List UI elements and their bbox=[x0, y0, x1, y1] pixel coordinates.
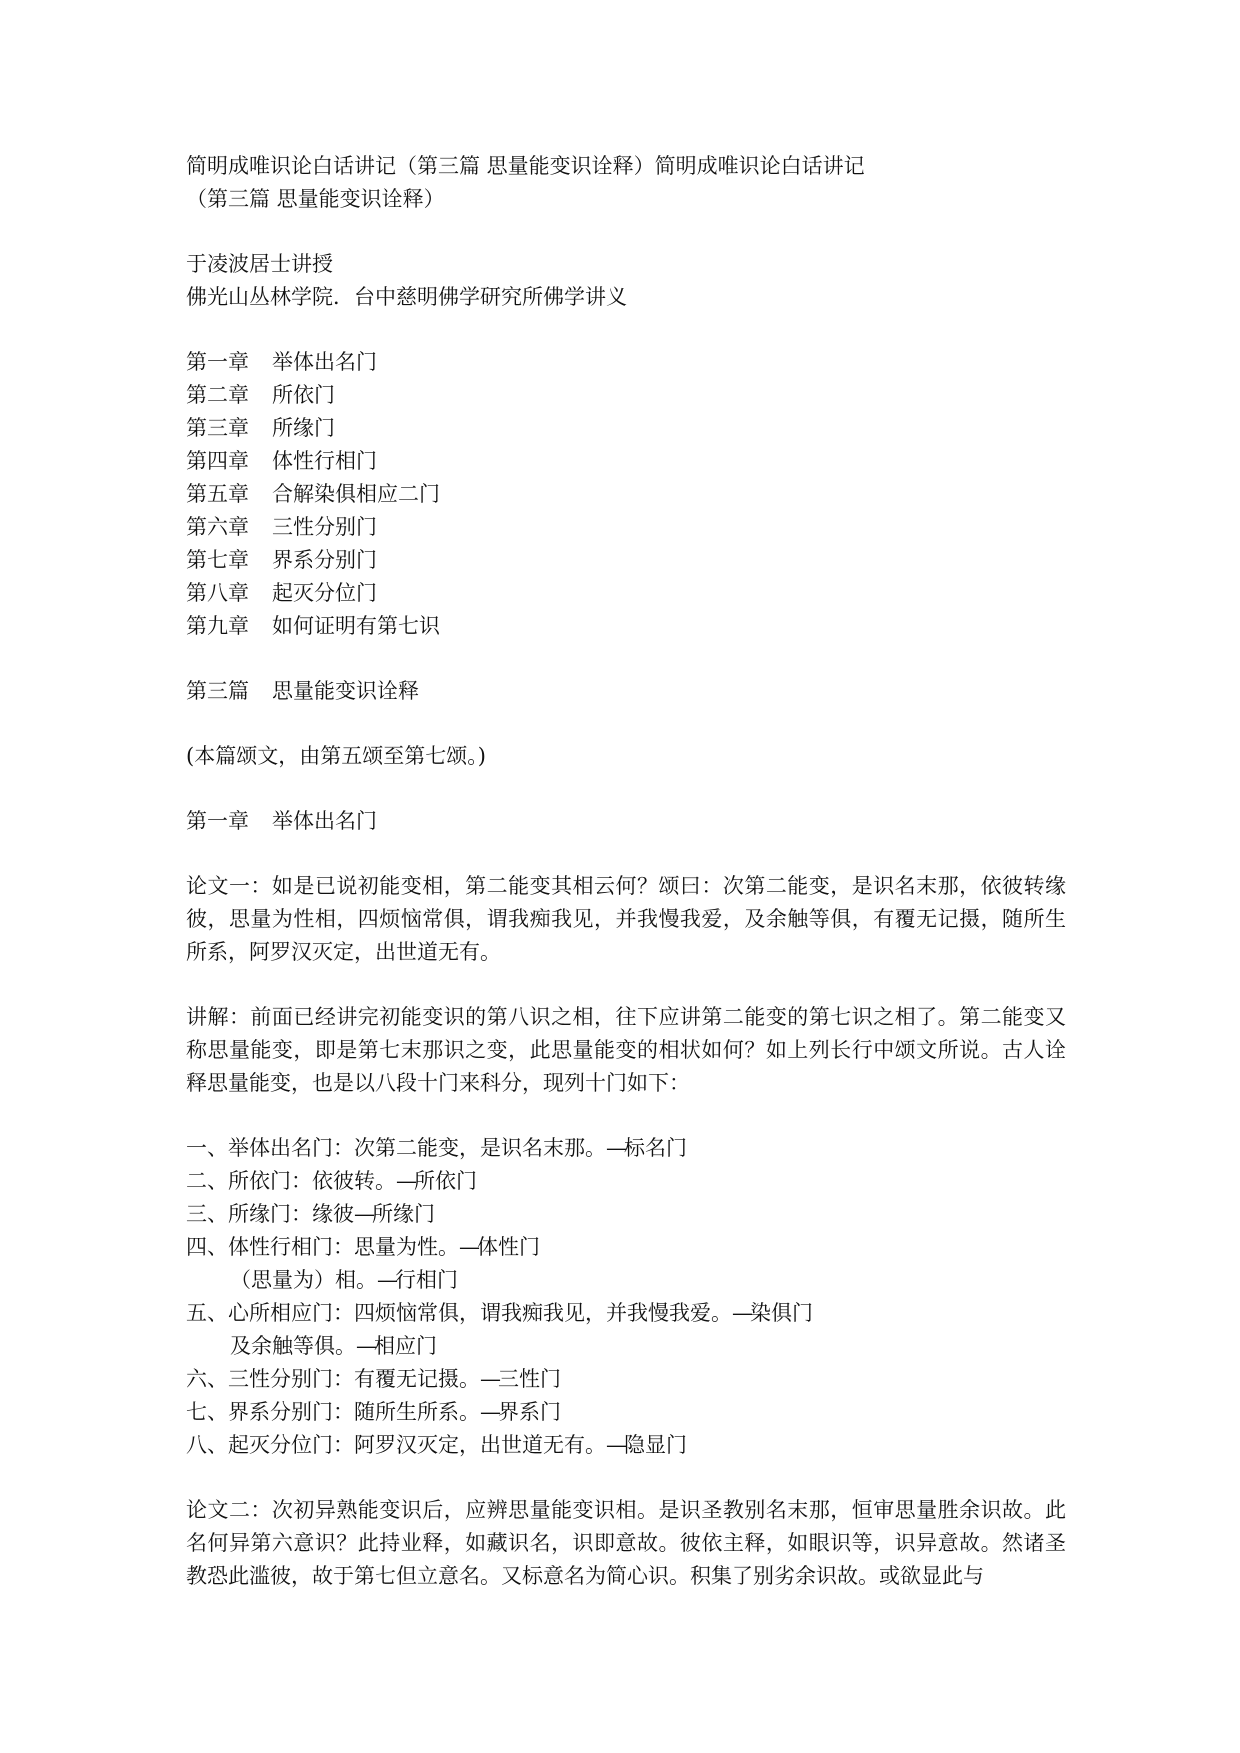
section-note: (本篇颂文，由第五颂至第七颂。) bbox=[186, 744, 486, 768]
gate-label: 所缘门 bbox=[372, 1202, 435, 1226]
gate-leader-dashes: — bbox=[606, 1433, 624, 1457]
chapter-title: 所依门 bbox=[272, 383, 335, 407]
chapter-number: 第四章 bbox=[186, 449, 249, 473]
chapter-number: 第三章 bbox=[186, 416, 249, 440]
gate-label: 隐显门 bbox=[624, 1433, 687, 1457]
gate-leader-dashes: — bbox=[480, 1367, 498, 1391]
chapter-number: 第五章 bbox=[186, 482, 249, 506]
chapter-title: 举体出名门 bbox=[272, 350, 377, 374]
gate-label: 染俱门 bbox=[750, 1301, 813, 1325]
ten-gates-list bbox=[186, 1132, 1066, 1462]
gate-row bbox=[186, 1264, 1066, 1297]
lunwen-paragraph-1: 论文一：如是已说初能变相，第二能变其相云何？颂曰：次第二能变，是识名末那，依彼转缘彼，思量为性相，四烦恼常俱，谓我痴我见，并我慢我爱，及余触等俱，有覆无记摄，随所生所系，阿罗汉灭定，出世道无有。 bbox=[186, 874, 1066, 964]
gate-leader-dashes: — bbox=[732, 1301, 750, 1325]
chapter-number: 第八章 bbox=[186, 581, 249, 605]
gate-text: 一、举体出名门：次第二能变，是识名末那。 bbox=[186, 1136, 606, 1160]
gate-leader-dashes: — bbox=[606, 1136, 624, 1160]
chapter-number: 第一章 bbox=[186, 350, 249, 374]
gate-text: 八、起灭分位门：阿罗汉灭定，出世道无有。 bbox=[186, 1433, 606, 1457]
chapter-heading-title: 举体出名门 bbox=[272, 809, 377, 833]
gate-text: （思量为）相。 bbox=[230, 1268, 377, 1292]
gate-leader-dashes: — bbox=[459, 1235, 477, 1259]
lunwen-paragraph-2: 论文二：次初异熟能变识后，应辨思量能变识相。是识圣教别名末那，恒审思量胜余识故。此名何异第六意识？此持业释，如藏识名，识即意故。彼依主释，如眼识等，识异意故。然诸圣教恐此滥彼，故于第七但立意名。又标意名为简心识。积集了别劣余识故。或欲显此与 bbox=[186, 1498, 1066, 1588]
chapter-heading-number: 第一章 bbox=[186, 809, 249, 833]
institution: 佛光山丛林学院．台中慈明佛学研究所佛学讲义 bbox=[186, 285, 627, 309]
chapter-heading bbox=[186, 805, 1066, 838]
chapter-title: 如何证明有第七识 bbox=[272, 614, 440, 638]
gate-row bbox=[186, 1231, 1066, 1264]
gate-leader-dashes: — bbox=[396, 1169, 414, 1193]
chapter-list bbox=[186, 346, 1066, 643]
chapter-list-item bbox=[186, 412, 1066, 445]
chapter-list-item bbox=[186, 346, 1066, 379]
chapter-title: 三性分别门 bbox=[272, 515, 377, 539]
gate-leader-dashes: — bbox=[377, 1268, 395, 1292]
gate-label: 相应门 bbox=[374, 1334, 437, 1358]
gate-label: 体性门 bbox=[477, 1235, 540, 1259]
gate-label: 三性门 bbox=[498, 1367, 561, 1391]
gate-row bbox=[186, 1297, 1066, 1330]
chapter-list-item bbox=[186, 610, 1066, 643]
chapter-title: 所缘门 bbox=[272, 416, 335, 440]
chapter-list-item bbox=[186, 577, 1066, 610]
gate-text: 四、体性行相门：思量为性。 bbox=[186, 1235, 459, 1259]
chapter-title: 体性行相门 bbox=[272, 449, 377, 473]
gate-row bbox=[186, 1429, 1066, 1462]
chapter-title: 界系分别门 bbox=[272, 548, 377, 572]
explanation-paragraph: 讲解：前面已经讲完初能变识的第八识之相，往下应讲第二能变的第七识之相了。第二能变又称思量能变，即是第七末那识之变，此思量能变的相状如何？如上列长行中颂文所说。古人诠释思量能变，也是以八段十门来科分，现列十门如下： bbox=[186, 1005, 1066, 1095]
gate-label: 所依门 bbox=[414, 1169, 477, 1193]
gate-label: 行相门 bbox=[395, 1268, 458, 1292]
gate-text: 二、所依门：依彼转。 bbox=[186, 1169, 396, 1193]
chapter-number: 第六章 bbox=[186, 515, 249, 539]
chapter-list-item bbox=[186, 544, 1066, 577]
gate-text: 七、界系分别门：随所生所系。 bbox=[186, 1400, 480, 1424]
document-page bbox=[186, 150, 1066, 1593]
gate-text: 五、心所相应门：四烦恼常俱，谓我痴我见，并我慢我爱。 bbox=[186, 1301, 732, 1325]
gate-leader-dashes: — bbox=[356, 1334, 374, 1358]
gate-text: 及余触等俱。 bbox=[230, 1334, 356, 1358]
gate-leader-dashes: — bbox=[354, 1202, 372, 1226]
gate-row bbox=[186, 1165, 1066, 1198]
chapter-number: 第九章 bbox=[186, 614, 249, 638]
gate-row bbox=[186, 1198, 1066, 1231]
gate-row bbox=[186, 1330, 1066, 1363]
chapter-list-item bbox=[186, 445, 1066, 478]
gate-row bbox=[186, 1132, 1066, 1165]
document-title-line1: 简明成唯识论白话讲记（第三篇 思量能变识诠释）简明成唯识论白话讲记 bbox=[186, 154, 865, 178]
gate-label: 界系门 bbox=[498, 1400, 561, 1424]
section-heading bbox=[186, 675, 1066, 708]
chapter-list-item bbox=[186, 511, 1066, 544]
chapter-list-item bbox=[186, 478, 1066, 511]
chapter-title: 起灭分位门 bbox=[272, 581, 377, 605]
gate-leader-dashes: — bbox=[480, 1400, 498, 1424]
chapter-number: 第二章 bbox=[186, 383, 249, 407]
chapter-list-item bbox=[186, 379, 1066, 412]
section-title: 思量能变识诠释 bbox=[272, 679, 419, 703]
chapter-number: 第七章 bbox=[186, 548, 249, 572]
gate-text: 三、所缘门：缘彼 bbox=[186, 1202, 354, 1226]
lecturer: 于凌波居士讲授 bbox=[186, 252, 333, 276]
chapter-title: 合解染俱相应二门 bbox=[272, 482, 440, 506]
gate-label: 标名门 bbox=[624, 1136, 687, 1160]
section-number: 第三篇 bbox=[186, 679, 249, 703]
gate-row bbox=[186, 1363, 1066, 1396]
gate-row bbox=[186, 1396, 1066, 1429]
gate-text: 六、三性分别门：有覆无记摄。 bbox=[186, 1367, 480, 1391]
document-title-line2: （第三篇 思量能变识诠释） bbox=[186, 187, 445, 211]
